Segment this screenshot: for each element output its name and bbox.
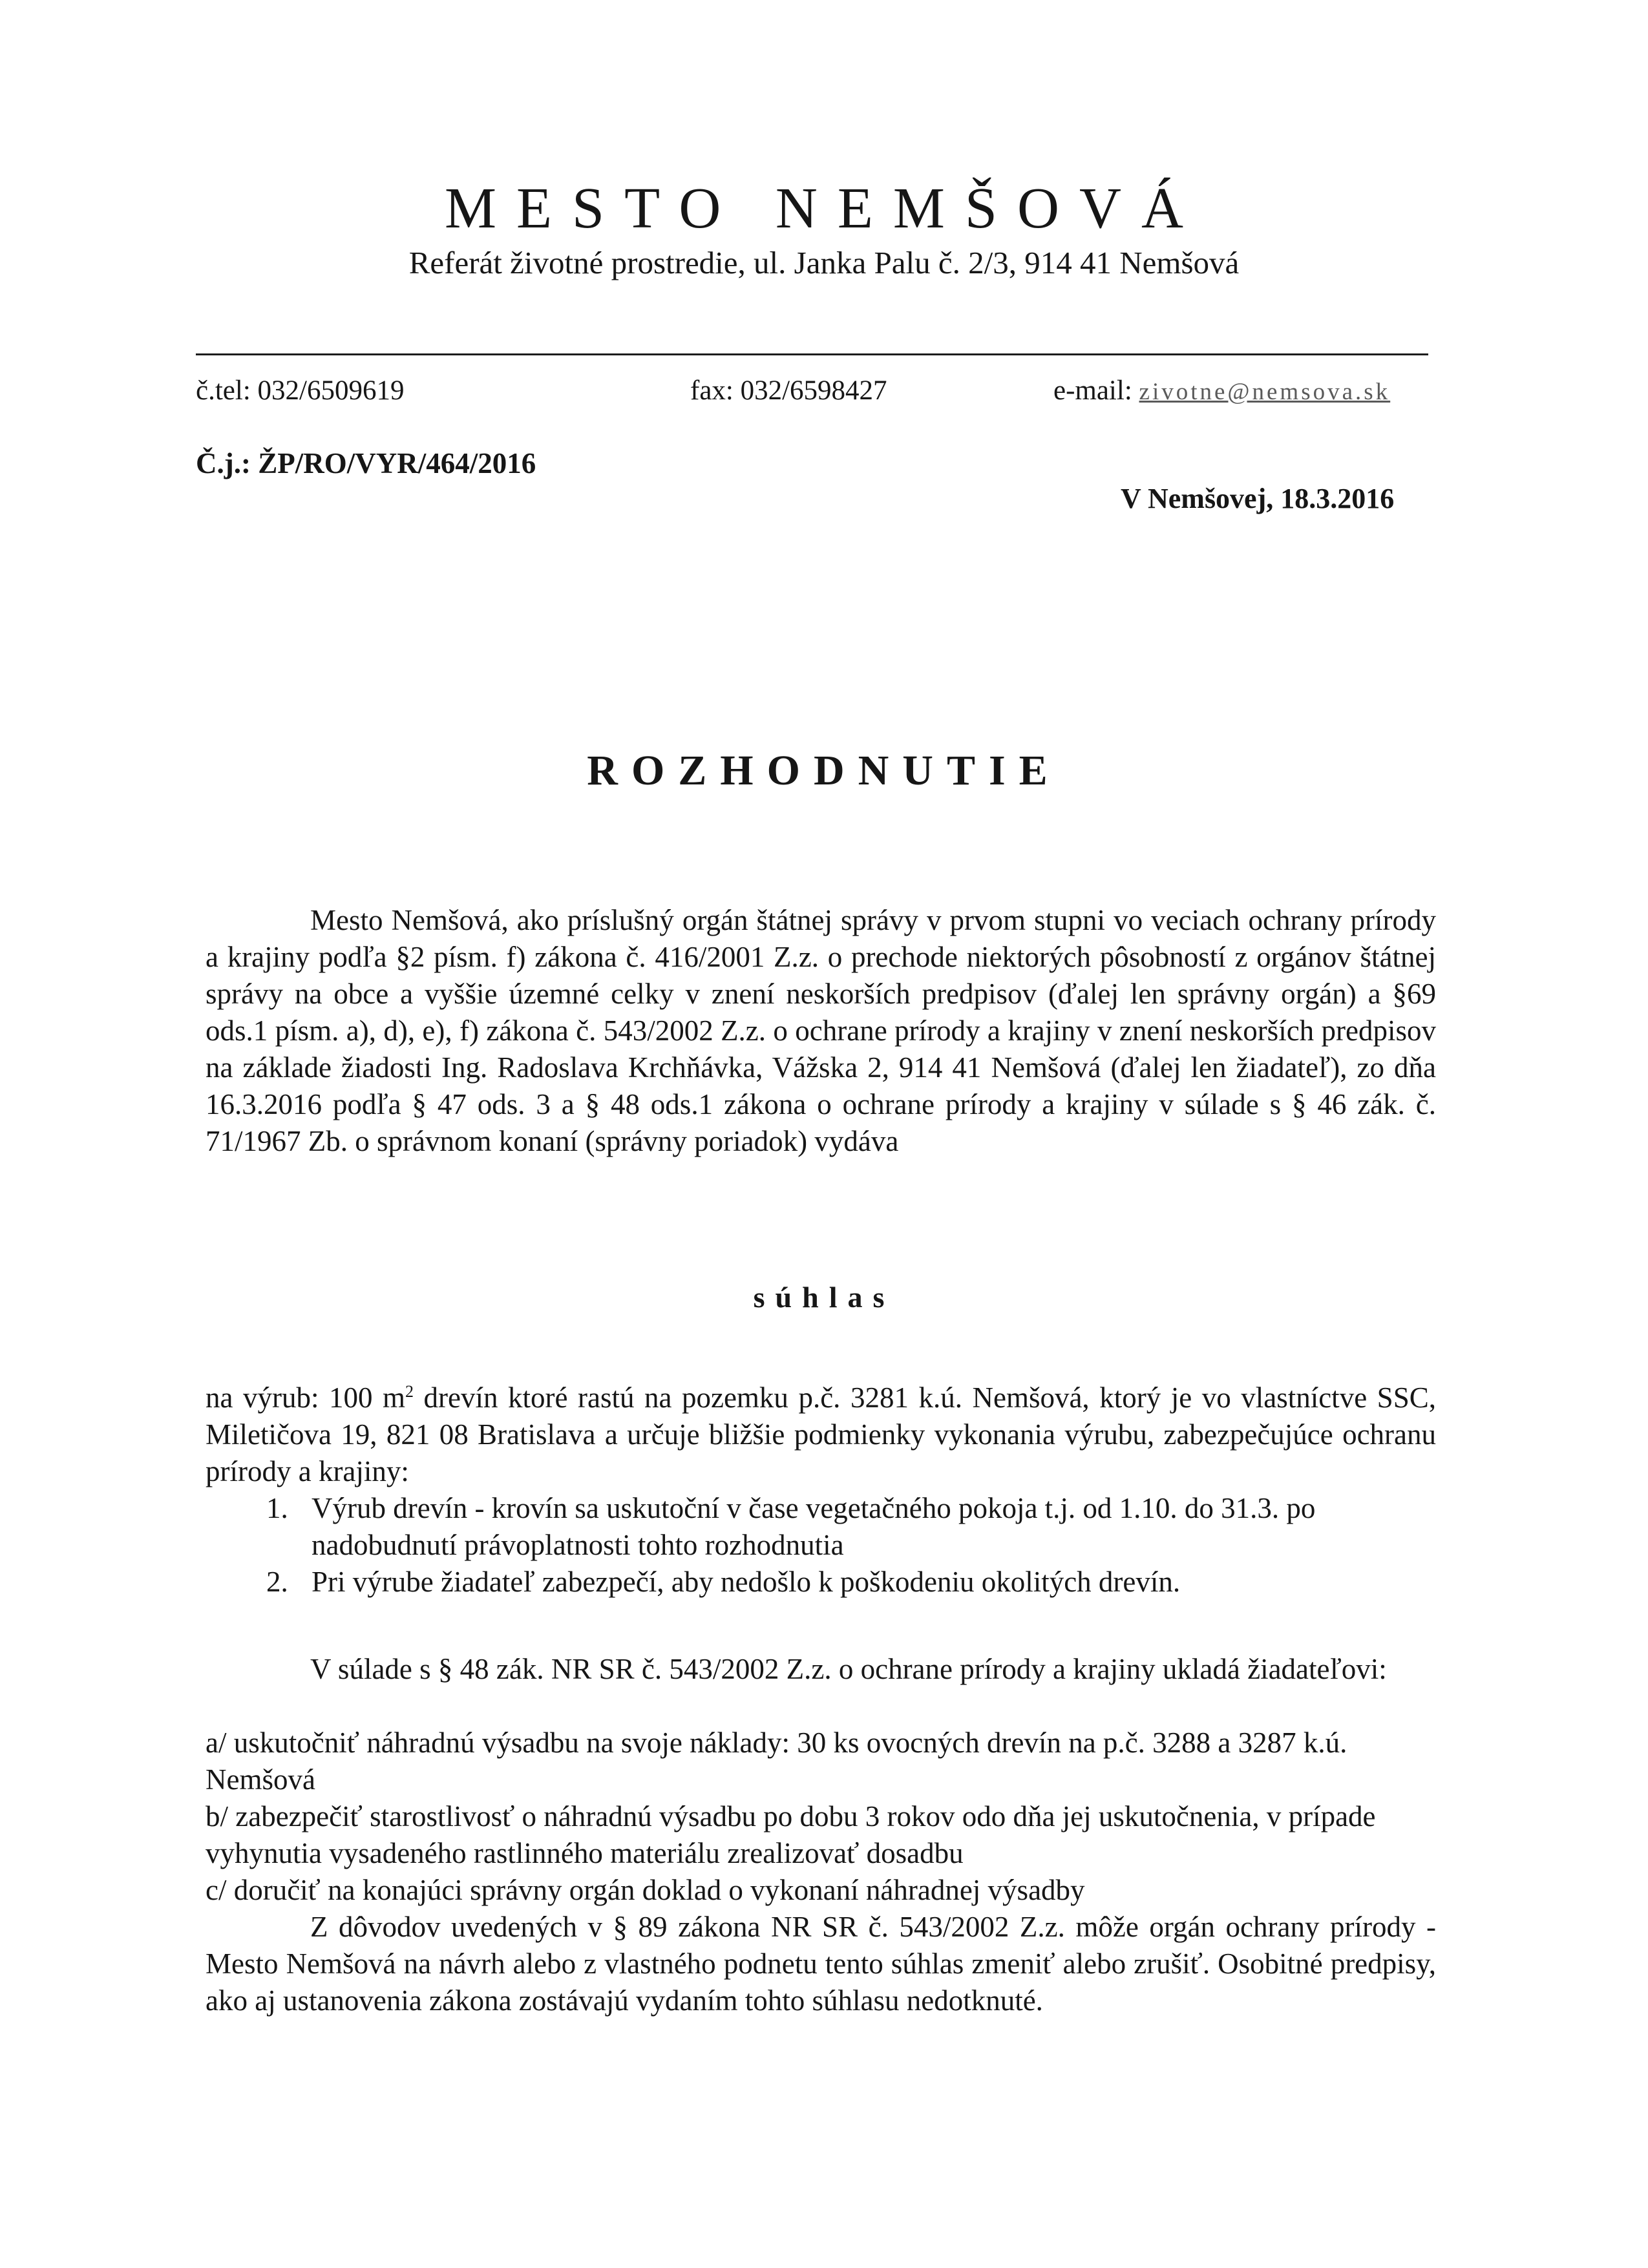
email-contact bbox=[1053, 377, 1390, 404]
decision-title: ROZHODNUTIE bbox=[587, 747, 1061, 794]
intro-paragraph: Mesto Nemšová, ako príslušný orgán štátnej správy v prvom stupni vo veciach ochrany prírody a krajiny podľa §2 písm. f) zákona č. 416/2001 Z.z. o prechode niektorých pôsobností z orgánov štátnej správy na obce a vyššie územné celky v znení neskorších predpisov (ďalej len správny orgán) a §69 ods.1 písm. a), d), e), f) zákona č. 543/2002 Z.z. o ochrane prírody a krajiny v znení neskorších predpisov na základe žiadosti Ing. Radoslava Krchňávka, Vážska 2, 914 41 Nemšová (ďalej len žiadateľ), zo dňa 16.3.2016 podľa § 47 ods. 3 a § 48 ods.1 zákona o ochrane prírody a krajiny v súlade s § 46 zák. č. 71/1967 Zb. o správnom konaní (správny poriadok) vydáva bbox=[206, 904, 1436, 1157]
condition-number: 1. bbox=[266, 1492, 288, 1524]
list-item bbox=[206, 1564, 1436, 1601]
fax-number: fax: 032/6598427 bbox=[690, 375, 887, 406]
email-label: e-mail: bbox=[1053, 375, 1139, 406]
replacement-intro: V súlade s § 48 zák. NR SR č. 543/2002 Z.z. o ochrane prírody a krajiny ukladá žiadateľovi: bbox=[310, 1653, 1387, 1685]
phone-number: č.tel: 032/6509619 bbox=[196, 375, 405, 406]
condition-number: 2. bbox=[266, 1566, 288, 1598]
consent-superscript: 2 bbox=[405, 1382, 414, 1401]
closing-paragraph: Z dôvodov uvedených v § 89 zákona NR SR č. 543/2002 Z.z. môže orgán ochrany prírody - Mesto Nemšová na návrh alebo z vlastného podnetu tento súhlas zmeniť alebo zrušiť. Osobitné predpisy, ako aj ustanovenia zákona zostávajú vydaním tohto súhlasu nedotknuté. bbox=[206, 1911, 1436, 2017]
header-divider bbox=[196, 353, 1428, 355]
condition-text: Pri výrube žiadateľ zabezpečí, aby nedošlo k poškodeniu okolitých drevín. bbox=[312, 1566, 1181, 1598]
replacement-item-c: c/ doručiť na konajúci správny orgán doklad o vykonaní náhradnej výsadby bbox=[206, 1874, 1085, 1906]
place-date: V Nemšovej, 18.3.2016 bbox=[1121, 483, 1395, 514]
consent-text-before: na výrub: 100 m bbox=[206, 1381, 406, 1414]
organization-title: MESTO NEMŠOVÁ bbox=[445, 176, 1203, 240]
conditions-list bbox=[206, 1490, 1436, 1601]
consent-text-after: drevín ktoré rastú na pozemku p.č. 3281 k.ú. Nemšová, ktorý je vo vlastníctve SSC, Miletičova 19, 821 08 Bratislava a určuje bližšie podmienky vykonania výrubu, zabezpečujúce ochranu prírody a krajiny: bbox=[206, 1381, 1436, 1487]
list-item bbox=[206, 1490, 1436, 1564]
replacement-item-a: a/ uskutočniť náhradnú výsadbu na svoje náklady: 30 ks ovocných drevín na p.č. 3288 a 3287 k.ú. Nemšová bbox=[206, 1727, 1347, 1796]
replacement-item-b: b/ zabezpečiť starostlivosť o náhradnú výsadbu po dobu 3 rokov odo dňa jej uskutočnenia, v prípade vyhynutia vysadeného rastlinného materiálu zrealizovať dosadbu bbox=[206, 1800, 1376, 1869]
department-address: Referát životné prostredie, ul. Janka Palu č. 2/3, 914 41 Nemšová bbox=[408, 245, 1240, 280]
consent-paragraph bbox=[206, 1380, 1436, 1490]
case-number: Č.j.: ŽP/RO/VYR/464/2016 bbox=[196, 447, 536, 479]
email-link[interactable]: zivotne@nemsova.sk bbox=[1139, 379, 1391, 405]
consent-title: súhlas bbox=[753, 1281, 895, 1314]
condition-text: Výrub drevín - krovín sa uskutoční v čase vegetačného pokoja t.j. od 1.10. do 31.3. po nadobudnutí právoplatnosti tohto rozhodnutia bbox=[312, 1492, 1316, 1561]
